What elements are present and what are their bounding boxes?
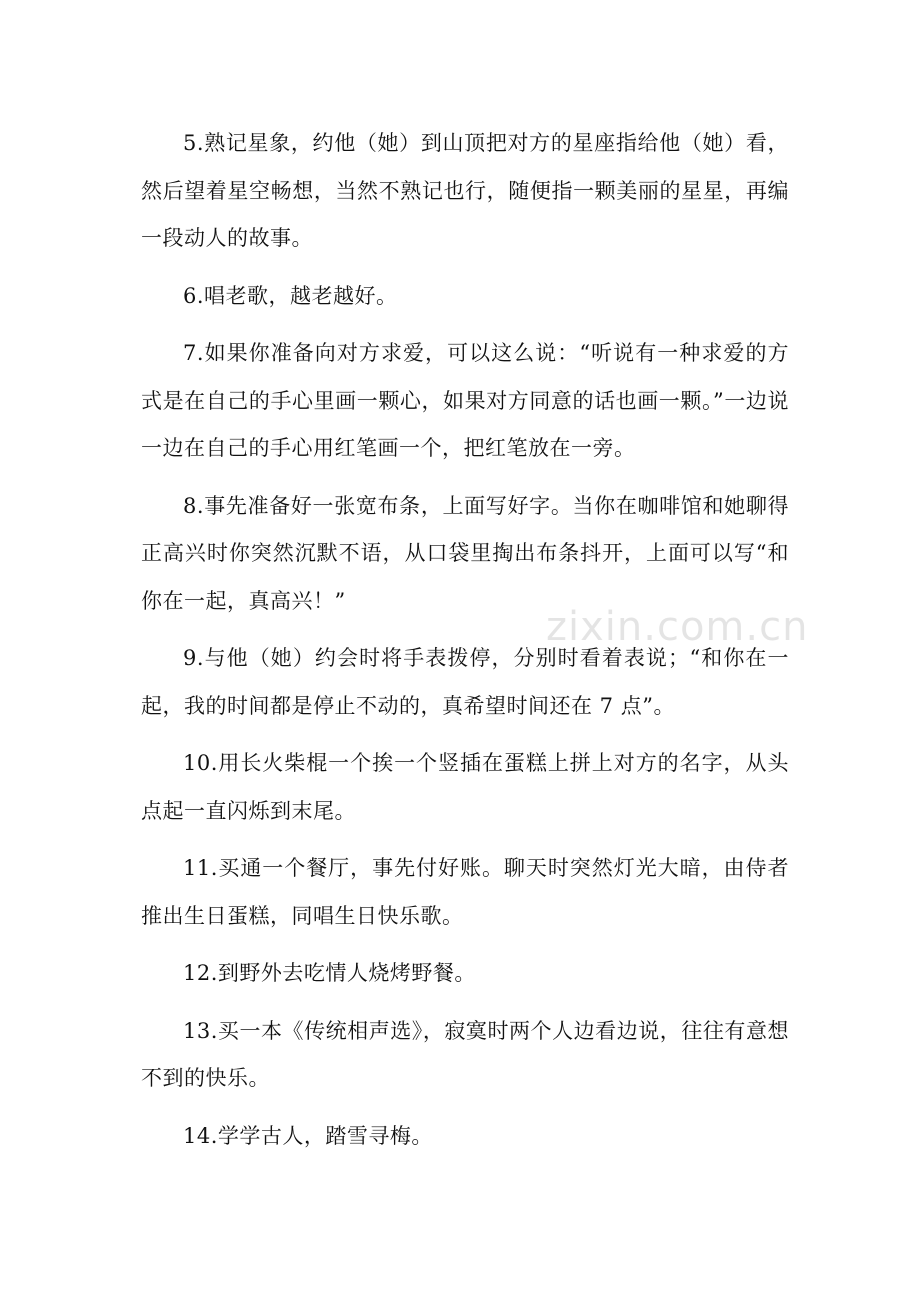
paragraph-10: 10.用长火柴棍一个挨一个竖插在蛋糕上拼上对方的名字，从头点起一直闪烁到末尾。: [141, 751, 789, 823]
paragraph-7: 7.如果你准备向对方求爱，可以这么说：“听说有一种求爱的方式是在自己的手心里画一颗心，如果对方同意的话也画一颗。”一边说一边在自己的手心用红笔画一个，把红笔放在一旁。: [141, 341, 789, 460]
paragraph-12: 12.到野外去吃情人烧烤野餐。: [183, 961, 476, 985]
paragraph-11: 11.买通一个餐厅，事先付好账。聊天时突然灯光大暗，由侍者推出生日蛋糕，同唱生日快乐歌。: [141, 856, 789, 928]
watermark-text: zixin.com.cn: [546, 604, 809, 650]
paragraph-8: 8.事先准备好一张宽布条，上面写好字。当你在咖啡馆和她聊得正高兴时你突然沉默不语，从口袋里掏出布条抖开，上面可以写“和你在一起，真高兴！”: [141, 493, 789, 613]
paragraph-14: 14.学学古人，踏雪寻梅。: [183, 1123, 433, 1148]
paragraph-13: 13.买一本《传统相声选》，寂寞时两个人边看边说，往往有意想不到的快乐。: [141, 1018, 789, 1090]
paragraph-9: 9.与他（她）约会时将手表拨停，分别时看着表说；“和你在一起，我的时间都是停止不动的，真希望时间还在 7 点”。: [141, 646, 789, 718]
paragraph-6: 6.唱老歌，越老越好。: [183, 283, 398, 308]
paragraph-5: 5.熟记星象，约他（她）到山顶把对方的星座指给他（她）看，然后望着星空畅想，当然不熟记也行，随便指一颗美丽的星星，再编一段动人的故事。: [141, 131, 789, 250]
